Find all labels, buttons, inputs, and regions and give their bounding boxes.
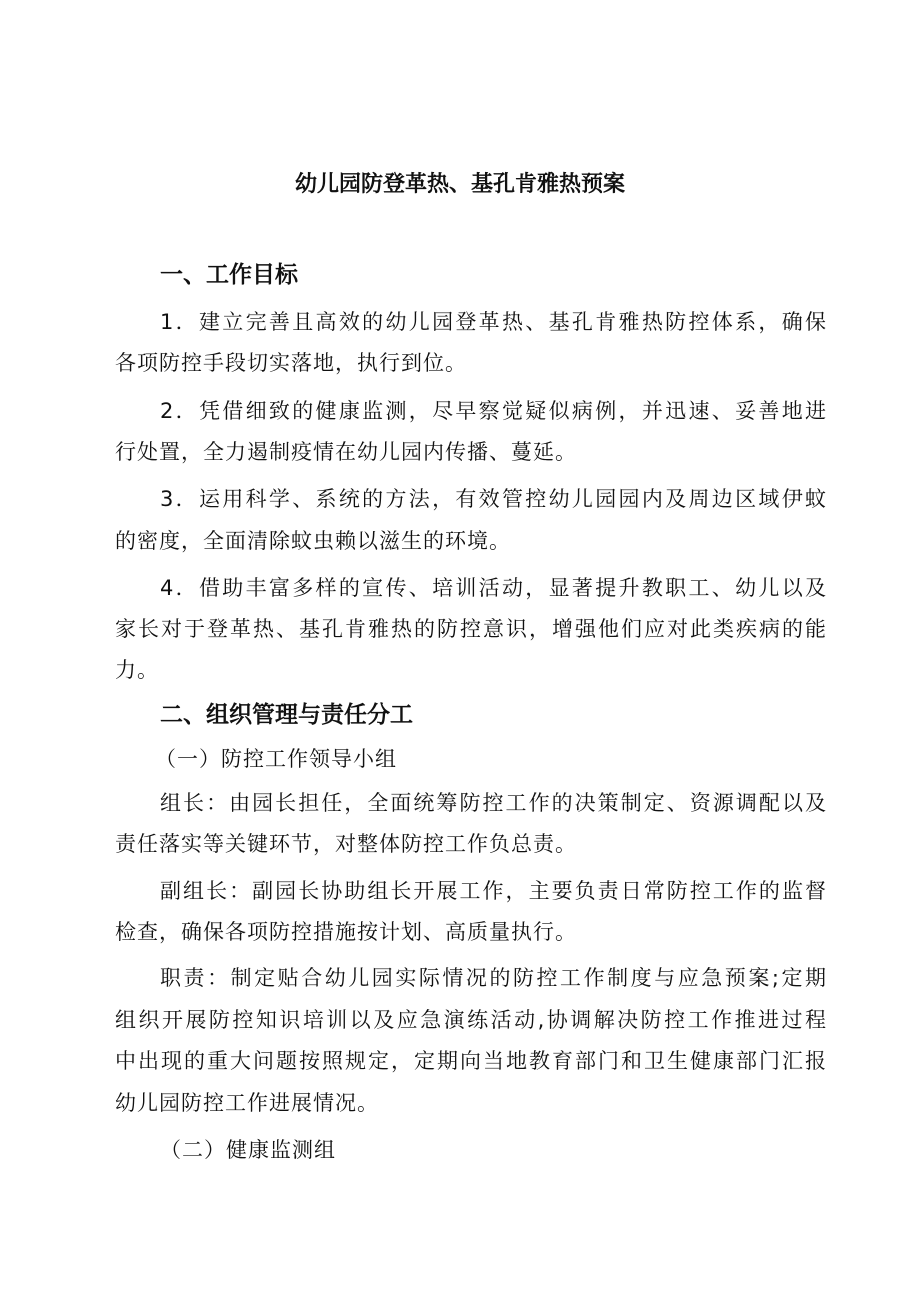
duties-line-1: 职责：制定贴合幼儿园实际情况的防控工作制度与应急预案;定期 bbox=[160, 966, 827, 990]
goal-4-line-1: 4．借助丰富多样的宣传、培训活动，显著提升教职工、幼儿以及 bbox=[160, 576, 827, 600]
subheading-leadership-group: （一）防控工作领导小组 bbox=[155, 747, 397, 771]
deputy-line-2: 检查，确保各项防控措施按计划、高质量执行。 bbox=[115, 920, 577, 944]
duties-line-3: 中出现的重大问题按照规定，定期向当地教育部门和卫生健康部门汇报 bbox=[115, 1049, 827, 1073]
duties-line-4: 幼儿园防控工作进展情况。 bbox=[115, 1091, 379, 1115]
goal-4-line-2: 家长对于登革热、基孔肯雅热的防控意识，增强他们应对此类疾病的能 bbox=[115, 617, 827, 641]
section-heading-work-goals: 一、工作目标 bbox=[160, 262, 298, 288]
leader-line-2: 责任落实等关键环节，对整体防控工作负总责。 bbox=[115, 832, 577, 856]
goal-2-line-2: 行处置，全力遏制疫情在幼儿园内传播、蔓延。 bbox=[115, 440, 577, 464]
section-heading-organization: 二、组织管理与责任分工 bbox=[160, 702, 413, 728]
document-title: 幼儿园防登革热、基孔肯雅热预案 bbox=[294, 172, 625, 197]
goal-1-line-2: 各项防控手段切实落地，执行到位。 bbox=[115, 351, 467, 375]
goal-4-line-3: 力。 bbox=[115, 658, 159, 682]
goal-3-line-2: 的密度，全面清除蚊虫赖以滋生的环境。 bbox=[115, 529, 511, 553]
goal-1-line-1: 1．建立完善且高效的幼儿园登革热、基孔肯雅热防控体系，确保 bbox=[160, 310, 827, 334]
duties-line-2: 组织开展防控知识培训以及应急演练活动,协调解决防控工作推进过程 bbox=[115, 1008, 827, 1032]
subheading-health-monitoring-group: （二）健康监测组 bbox=[160, 1138, 336, 1162]
leader-line-1: 组长：由园长担任，全面统筹防控工作的决策制定、资源调配以及 bbox=[160, 791, 827, 815]
goal-2-line-1: 2．凭借细致的健康监测，尽早察觉疑似病例，并迅速、妥善地进 bbox=[160, 399, 827, 423]
deputy-line-1: 副组长：副园长协助组长开展工作，主要负责日常防控工作的监督 bbox=[160, 879, 827, 903]
goal-3-line-1: 3．运用科学、系统的方法，有效管控幼儿园园内及周边区域伊蚊 bbox=[160, 487, 827, 511]
